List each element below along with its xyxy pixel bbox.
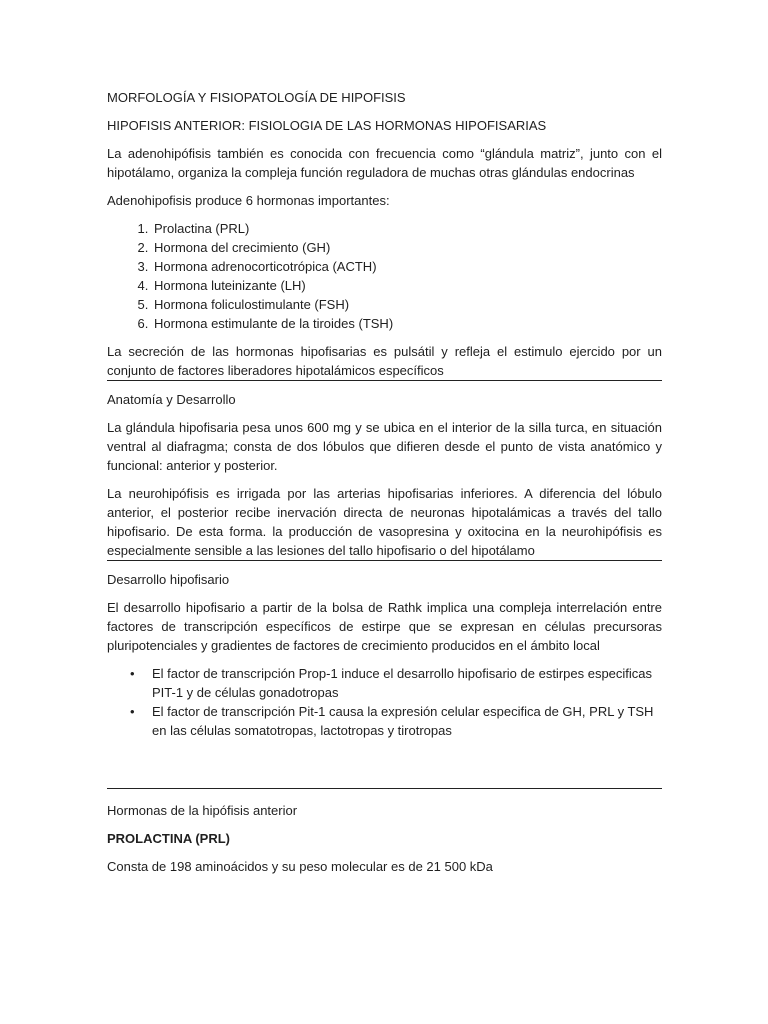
anatomy-paragraph-2: La neurohipófisis es irrigada por las arterias hipofisarias inferiores. A diferencia del lóbulo anterior, el posterior recibe inervación directa de neuronas hipotalámicas a través del tallo hipofisario. De esta forma. la producción de vasopresina y oxitocina en la neurohipófisis es especialmente sensible a las lesiones del tallo hipofisario o del hipotálamo [107, 484, 662, 561]
list-item [130, 702, 662, 740]
section-spacer [107, 749, 662, 788]
list-item [130, 664, 662, 702]
document-page [107, 88, 662, 885]
prolactin-heading: PROLACTINA (PRL) [107, 831, 231, 846]
development-paragraph: El desarrollo hipofisario a partir de la bolsa de Rathk implica una compleja interrelación entre factores de transcripción específicos de estirpe que se expresan en células precursoras pluripotenciales y gradientes de factores de crecimiento producidos en el ámbito local [107, 600, 662, 653]
prolactin-paragraph: Consta de 198 aminoácidos y su peso molecular es de 21 500 kDa [107, 859, 493, 874]
list-item: 5. Hormona foliculostimulante (FSH) [152, 295, 662, 314]
list-item: 1. Prolactina (PRL) [152, 219, 662, 238]
development-heading: Desarrollo hipofisario [107, 572, 230, 587]
hormones-list [107, 219, 662, 333]
bullet-icon: • [130, 666, 135, 681]
hormones-lead: Adenohipofisis produce 6 hormonas importantes: [107, 193, 390, 208]
anterior-hormones-heading: Hormonas de la hipófisis anterior [107, 803, 298, 818]
list-item: 3. Hormona adrenocorticotrópica (ACTH) [152, 257, 662, 276]
bullet-icon: • [130, 704, 135, 719]
document-title: MORFOLOGÍA Y FISIOPATOLOGÍA DE HIPOFISIS [107, 90, 406, 105]
anatomy-heading: Anatomía y Desarrollo [107, 392, 236, 407]
list-item-text: El factor de transcripción Prop-1 induce el desarrollo hipofisario de estirpes especificas PIT-1 y de células gonadotropas [152, 666, 653, 700]
anatomy-paragraph-1: La glándula hipofisaria pesa unos 600 mg y se ubica en el interior de la silla turca, en situación ventral al diafragma; consta de dos lóbulos que difieren desde el punto de vista anatómico y funcional: anterior y posterior. [107, 420, 662, 473]
intro-paragraph: La adenohipófisis también es conocida con frecuencia como “glándula matriz”, junto con el hipotálamo, organiza la compleja función reguladora de muchas otras glándulas endocrinas [107, 146, 662, 180]
list-item-text: El factor de transcripción Pit-1 causa la expresión celular especifica de GH, PRL y TSH en las células somatotropas, lactotropas y tirotropas [152, 704, 654, 738]
section-divider [107, 788, 662, 789]
document-subtitle: HIPOFISIS ANTERIOR: FISIOLOGIA DE LAS HORMONAS HIPOFISARIAS [107, 118, 547, 133]
secretion-paragraph: La secreción de las hormonas hipofisarias es pulsátil y refleja el estimulo ejercido por un conjunto de factores liberadores hipotalámicos específicos [107, 342, 662, 381]
development-bullet-list [107, 664, 662, 740]
list-item: 2. Hormona del crecimiento (GH) [152, 238, 662, 257]
list-item: 4. Hormona luteinizante (LH) [152, 276, 662, 295]
list-item: 6. Hormona estimulante de la tiroides (TSH) [152, 314, 662, 333]
